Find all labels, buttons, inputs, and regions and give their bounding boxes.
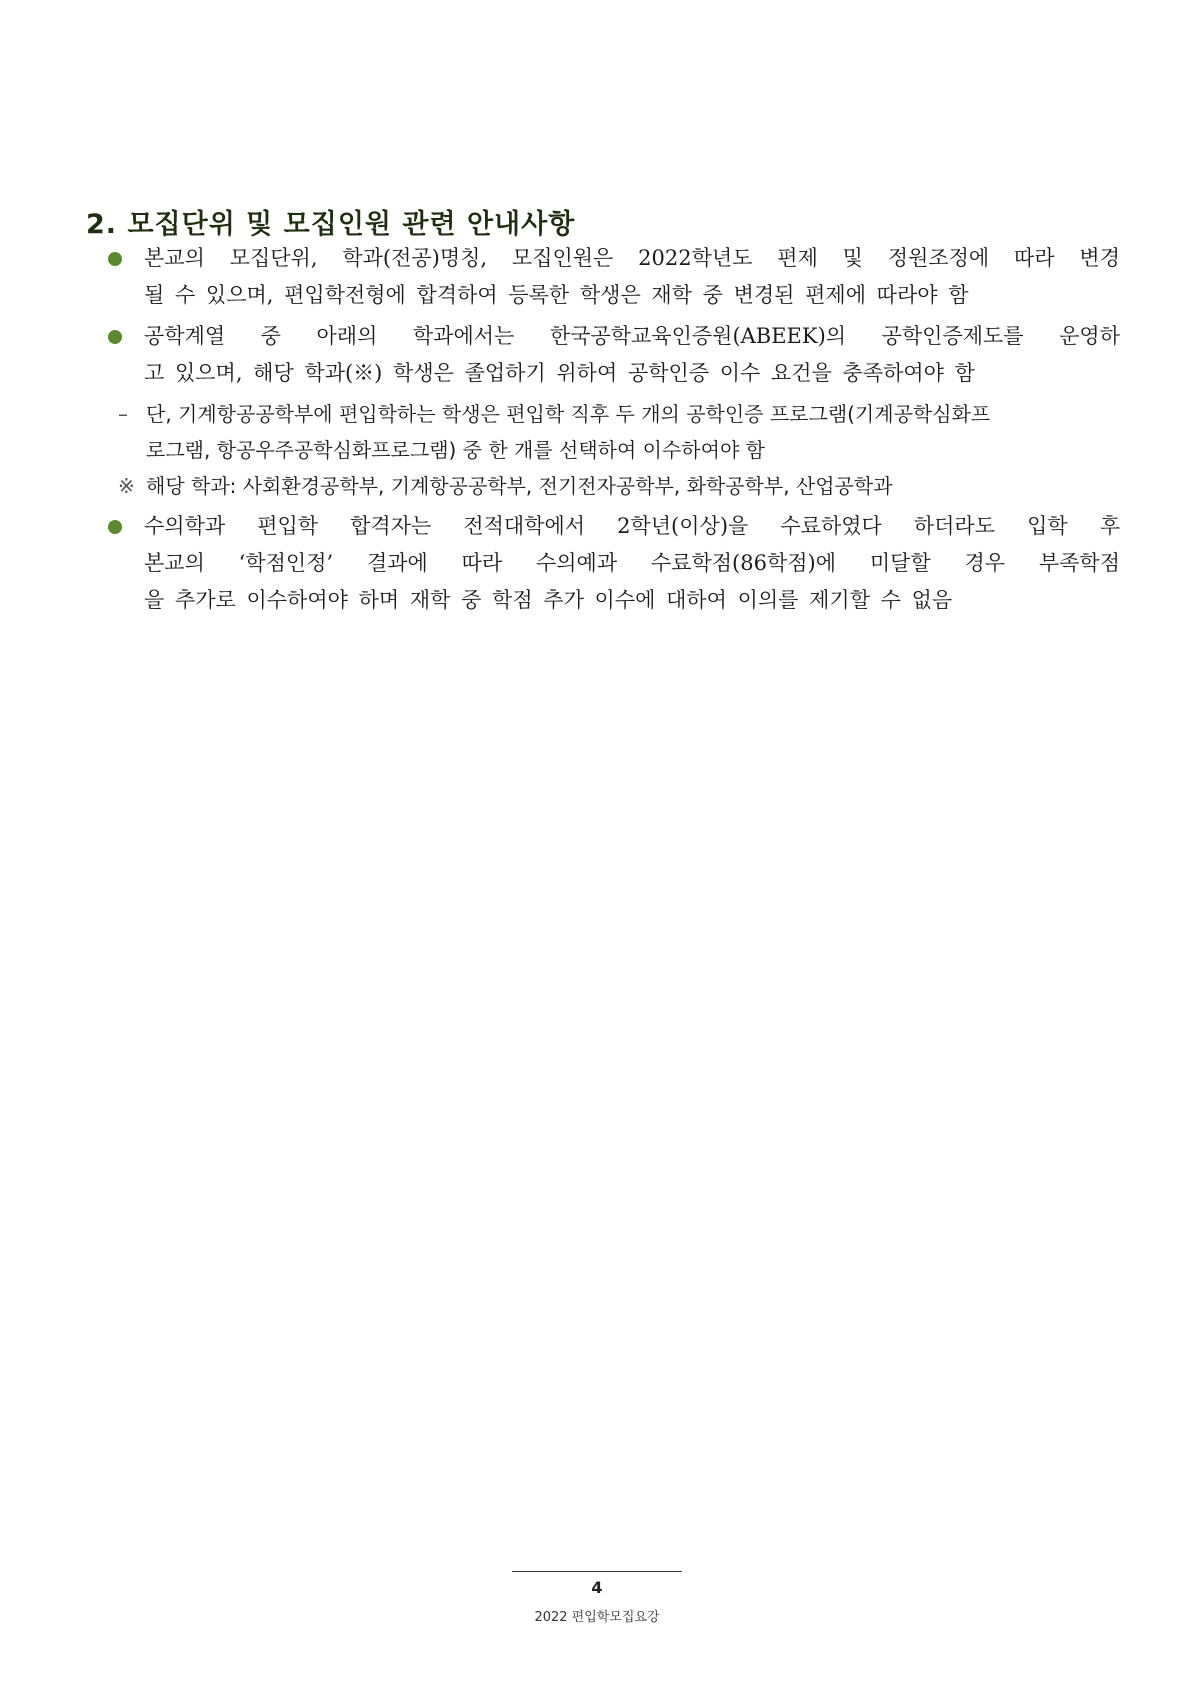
bullet-line: 본교의 ‘학점인정’ 결과에 따라 수의예과 수료학점(86학점)에 미달할 경우 부족학점 — [144, 551, 1120, 575]
bullet-dot-icon — [108, 520, 122, 534]
bullet-dot-icon — [108, 330, 122, 344]
reference-mark: ※ — [118, 474, 135, 498]
footer-divider — [512, 1571, 682, 1572]
dept-note-text: 해당 학과: 사회환경공학부, 기계항공공학부, 전기전자공학부, 화학공학부, 산업공학과 — [146, 474, 893, 498]
sub-note-text — [146, 396, 1120, 468]
bullet-item-veterinary — [108, 508, 1120, 619]
section-title: 2. 모집단위 및 모집인원 관련 안내사항 — [86, 209, 576, 240]
bullet-line: 될 수 있으며, 편입학전형에 합격하여 등록한 학생은 재학 중 변경된 편제에 따라야 함 — [144, 283, 969, 307]
sub-note-line: 단, 기계항공공학부에 편입학하는 학생은 편입학 직후 두 개의 공학인증 프로그램(기계공학심화프 — [146, 402, 991, 426]
bullet-item-reorganization — [108, 240, 1120, 314]
sub-note-mechanical-aerospace — [118, 396, 1120, 468]
footer-document-title: 2022 편입학모집요강 — [534, 1610, 660, 1625]
bullet-line: 본교의 모집단위, 학과(전공)명칭, 모집인원은 2022학년도 편제 및 정원조정에 따라 변경 — [144, 246, 1120, 270]
dash-mark: – — [118, 402, 128, 426]
page-number: 4 — [591, 1578, 603, 1597]
bullet-line: 수의학과 편입학 합격자는 전적대학에서 2학년(이상)을 수료하였다 하더라도 입학 후 — [144, 514, 1120, 538]
dept-note — [118, 468, 1120, 504]
bullet-text — [144, 318, 1120, 392]
bullet-line: 을 추가로 이수하여야 하며 재학 중 학점 추가 이수에 대하여 이의를 제기할 수 없음 — [144, 588, 953, 612]
bullet-dot-icon — [108, 252, 122, 266]
bullet-text — [144, 508, 1120, 619]
bullet-text — [144, 240, 1120, 314]
sub-note-line: 로그램, 항공우주공학심화프로그램) 중 한 개를 선택하여 이수하여야 함 — [146, 438, 765, 462]
bullet-item-engineering-accreditation — [108, 318, 1120, 392]
bullet-line: 고 있으며, 해당 학과(※) 학생은 졸업하기 위하여 공학인증 이수 요건을 충족하여야 함 — [144, 361, 975, 385]
bullet-line: 공학계열 중 아래의 학과에서는 한국공학교육인증원(ABEEK)의 공학인증제도를 운영하 — [144, 324, 1120, 348]
